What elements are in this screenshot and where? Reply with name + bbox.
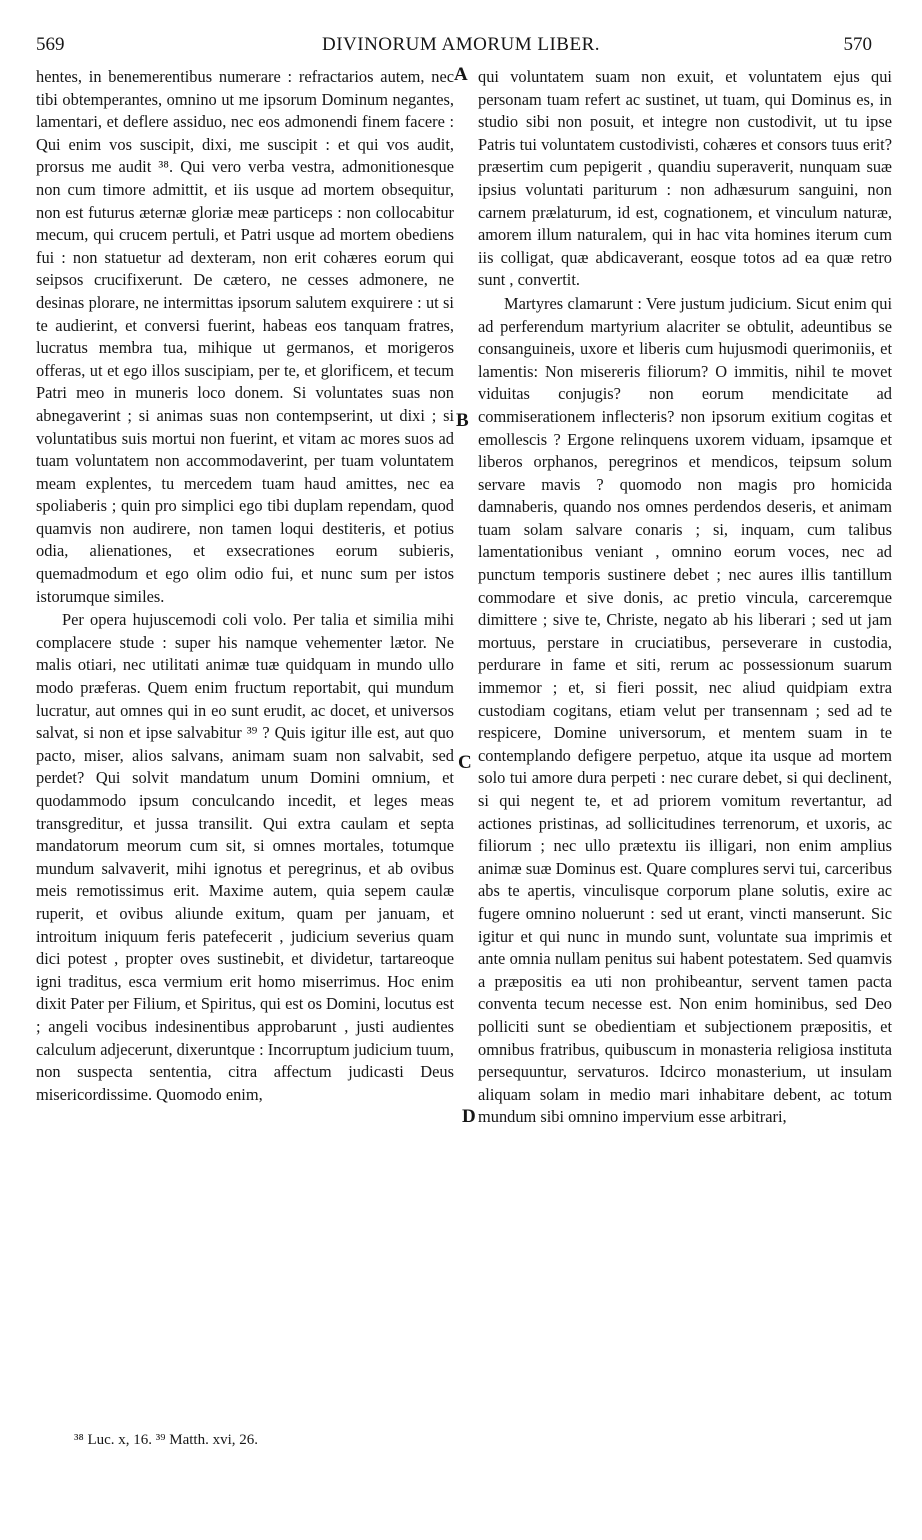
left-paragraph-1: hentes, in benemerentibus numerare : refractarios autem, nec tibi obtemperantes, omnino ut me ipsorum Dominum negantes, lamentari, et deflere assiduo, nec eos admonendi finem facere : Qui enim vos suscipit, dixi, me suscipit : et qui vos audit, prorsus me audit ³⁸. Qui vero verba vestra, admonitionesque non cum timore admittit, et iis usque ad mortem obsequitur, non est futurus æternæ gloriæ meæ particeps : non collocabitur mecum, qui crucem pertuli, et Patri usque ad mortem obediens fui : non statuetur ad dexteram, non erit cohæres eorum qui seipsos crucifixerunt. De cætero, ne cesses admonere, ne desinas plorare, ne intermittas ipsorum salutem exquirere : ut si te audierint, et conversi fuerint, habeas eos tanquam fratres, lucratus membra tua, mihique ut germanos, et morigeros offeras, ut et ego illos suscipiam, per te, et glorificem, et tecum Patri meo in muneris loco donem. Si voluntates suas non abnegaverint ; si animas suas non contempserint, ut dixi ; si voluntatibus suis mortui non fuerint, et vitam ac mores suos ad tuam voluntatem non accommodaverint, per tuam voluntatem meam explentes, tu mercedem tuam haud amittes, nec ea spoliaberis ; quin pro simplici ego tibi duplam rependam, quod quamvis non audirere, non tamen loqui destiteris, et potius odia, alienationes, et exsecrationes eorum subieris, quemadmodum et ego olim odio fui, et nunc sum per istos istorumque similes. (36, 67, 454, 606)
right-paragraph-2: Martyres clamarunt : Vere justum judicium. Sicut enim qui ad perferendum martyrium alacriter se obtulit, adeuntibus se consanguineis, uxore et liberis cum hujusmodi querimoniis, et lamentis: Non misereris filiorum? O immitis, nihil te movet viduitas conjugis? non eorum mendicitate ad commiserationem inflecteris? non ipsorum exitium cogitas et emollescis ? Ergone relinquens uxorem viduam, ipsamque et liberos orphanos, peregrinos et mendicos, teipsum solum servare mavis ? quomodo non magis pro homicida damnaberis, quando nos omnes perdendos deseris, et animam tuam solam salvare conaris ; si, inquam, cum talibus lamentationibus veniant , omnino eorum voces, nec ad punctum temporis sustinere debet ; nec aures illis tantillum commodare et sive donis, ac pretio vincula, carceremque dimittere ; sive te, Christe, negato ab his liberari ; sed ut jam mortuus, perstare in cruciatibus, perseverare in custodia, perdurare in fame et siti, rerum ac possessionum suarum immemor ; et, si fieri possit, nec aliud quidpiam extra custodiam cogitans, etiam velut per transennam ; sed ad te respicere, Domine universorum, et mentem suam in te contemplando defigere perpetuo, atque ita usque ad mortem solo tui amore dura perpeti : nec curare debet, si qui declinent, si qui negent te, et ad priorem vomitum revertantur, ad actiones pristinas, ad sollicitudines terrenorum, et uxoris, ac filiorum ; nec ullo prætextu iis illigari, non enim amplius animæ suæ Dominus est. Quare complures servi tui, carceribus abs te apertis, vinculisque corporum plane solutis, exire ac fugere omnino noluerunt : sed ut erant, vincti manserunt. Sic igitur et qui nunc in mundo sunt, voluntate sua imprimis et ante omnia nullam penitus sui habent potestatem. Sed quamvis a præpositis ea uti non prohibeantur, servent tamen pacta conventa tecum necesse est. Non enim hominibus, sed Deo polliciti sunt se obedientiam et subjectionem præpositis, et omnibus fratribus, quibuscum in monasteria religiosa instituta persequuntur, servaturos. Idcirco monasterium, ut insulam aliquam solam in medio mari inhabitare debent, ac totum mundum sibi omnino impervium esse arbitrari, (478, 293, 892, 1127)
section-marker-d: D (462, 1106, 476, 1127)
section-marker-a: A (454, 64, 468, 85)
page-number-left: 569 (36, 34, 65, 55)
section-marker-b: B (456, 410, 469, 431)
left-paragraph-2: Per opera hujuscemodi coli volo. Per talia et similia mihi complacere stude : super his namque vehementer lætor. Ne malis otiari, nec utilitati animæ tuæ quidquam in mundo ullo modo præferas. Quem enim fructum reportabit, qui mundum lucratur, aut omnes qui in eo sunt erudit, ac docet, et universos salvat, si non et ipse salvabitur ³⁹ ? Quis igitur ille est, aut quo pacto, miser, alios salvans, animam suam non salvabit, sed perdet? Qui solvit mandatum unum Domini omnium, et quodammodo ipsum conculcando incedit, et leges meas transgreditur, et jussa transilit. Qui extra caulam et septa mandatorum meorum cum sit, si omnes mortales, totumque mundum salvaverit, mihi ignotus et peregrinus, et ab ovibus meis remotissimus erit. Maxime autem, quia sepem caulæ ruperit, et ovibus aliunde exitum, quam per januam, et introitum iniquum feris patefecerit , judicium severius quam dici potest , propter oves sustinebit, et dividetur, tartareoque igni traditus, esca vermium erit homo miserrimus. Hoc enim dixit Pater per Filium, et Spiritus, qui est os Domini, locutus est ; angeli vocibus indesinentibus approbarunt , justi audientes calculum adjecerunt, dixeruntque : Incorruptum judicium tuum, non suspecta sententia, citra affectum judicasti Deus misericordissime. Quomodo enim, (36, 610, 454, 1104)
running-title: DIVINORUM AMORUM LIBER. (321, 34, 601, 55)
section-marker-c: C (458, 752, 472, 773)
right-paragraph-1: qui voluntatem suam non exuit, et voluntatem ejus qui personam tuam refert ac sustinet, ut tuam, qui Dominus es, in studio sibi non posuit, et integre non custodivit, ut tu ipse Patris tui voluntatem custodivisti, cohæres et consors tuus erit? præsertim cum pepigerit , quandiu superaverit, nunquam suæ ipsius voluntati pariturum : non adhæsurum sanguini, non carnem prælaturum, id est, cognationem, et vinculum naturæ, amorem illum naturalem, qui in hac vita homines iterum cum iis colligat, quæ abdicaverant, eosque totos ad ea quæ retro sunt , convertit. (478, 67, 892, 290)
right-column (478, 66, 892, 1129)
page-header (0, 34, 922, 66)
page-number-right: 570 (843, 34, 872, 55)
footnotes: ³⁸ Luc. x, 16. ³⁹ Matth. xvi, 26. (74, 1432, 259, 1448)
left-column (36, 66, 454, 1106)
